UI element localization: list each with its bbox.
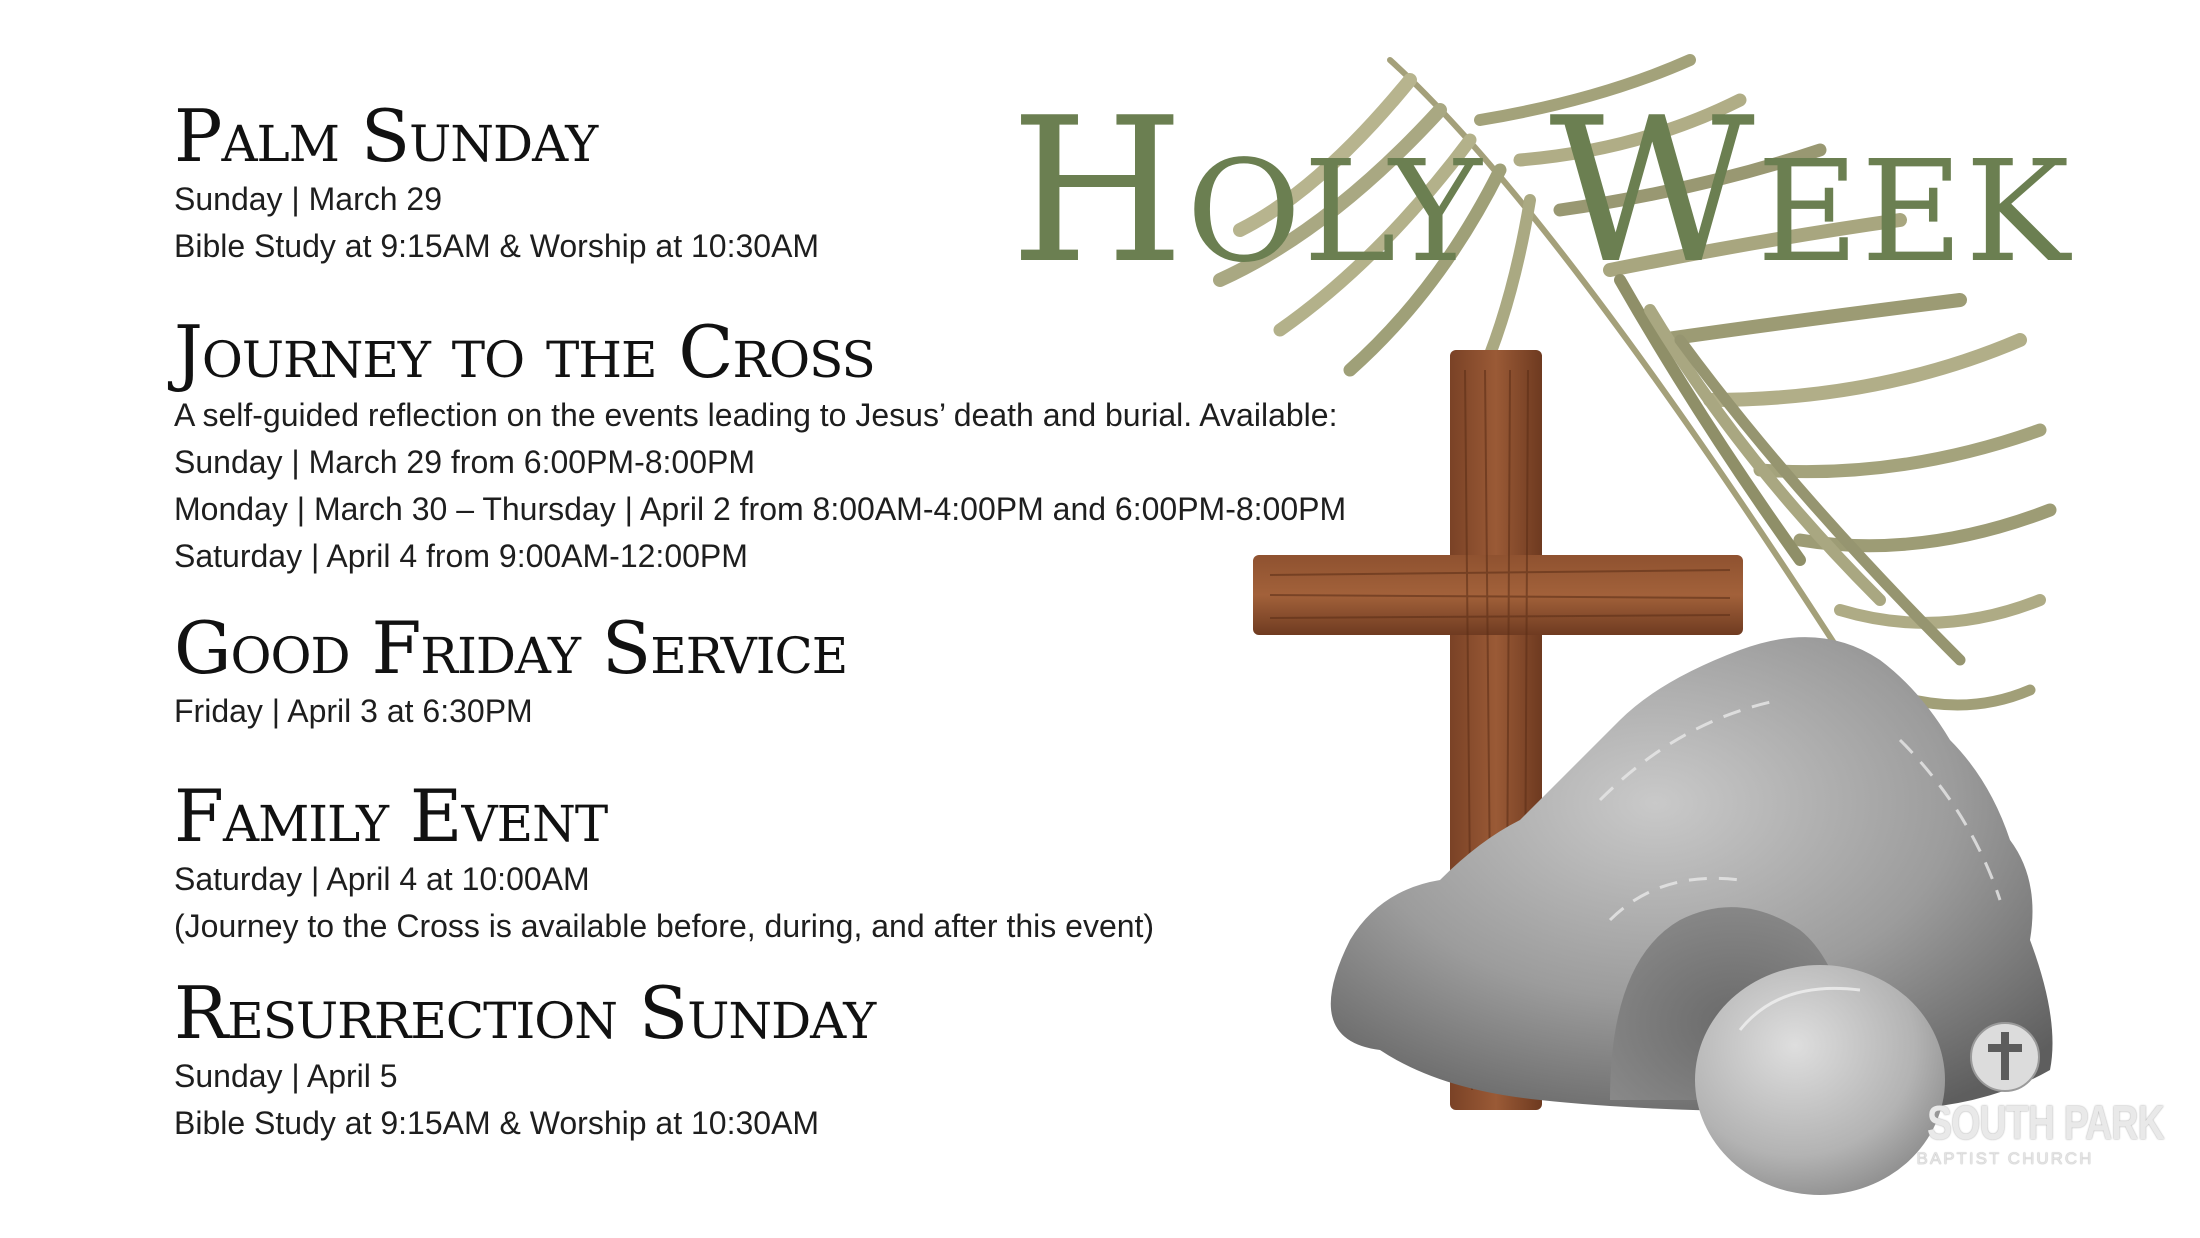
event-detail-line: A self-guided reflection on the events leading to Jesus’ death and burial. Available: (174, 397, 1338, 433)
church-subtitle: BAPTIST CHURCH (1916, 1149, 2094, 1168)
event-palm-sunday (174, 96, 819, 270)
event-detail-line: Monday | March 30 – Thursday | April 2 from 8:00AM-4:00PM and 6:00PM-8:00PM (174, 491, 1347, 527)
event-heading: Palm Sunday (174, 94, 598, 178)
church-name: SOUTH PARK (1927, 1097, 2164, 1150)
page-title: Holy Week (1010, 75, 2072, 308)
event-detail-line: Sunday | April 5 (174, 1058, 398, 1094)
event-detail-line: Saturday | April 4 from 9:00AM-12:00PM (174, 538, 748, 574)
event-heading: Journey to the Cross (174, 310, 875, 394)
event-good-friday-service (174, 608, 847, 735)
event-detail-line: (Journey to the Cross is available before, during, and after this event) (174, 908, 1155, 944)
event-detail-line: Friday | April 3 at 6:30PM (174, 693, 533, 729)
event-heading: Good Friday Service (174, 606, 848, 690)
event-heading: Family Event (174, 774, 608, 858)
church-logo (1905, 1020, 2164, 1190)
event-detail-line: Saturday | April 4 at 10:00AM (174, 861, 590, 897)
event-journey-to-the-cross (174, 312, 1346, 580)
event-heading: Resurrection Sunday (174, 971, 876, 1055)
event-detail-line: Sunday | March 29 from 6:00PM-8:00PM (174, 444, 756, 480)
event-detail-line: Sunday | March 29 (174, 181, 443, 217)
cross-icon (1968, 1020, 2042, 1094)
event-detail-line: Bible Study at 9:15AM & Worship at 10:30AM (174, 1105, 820, 1141)
event-resurrection-sunday (174, 973, 875, 1147)
event-family-event (174, 776, 1154, 950)
event-detail-line: Bible Study at 9:15AM & Worship at 10:30AM (174, 228, 820, 264)
